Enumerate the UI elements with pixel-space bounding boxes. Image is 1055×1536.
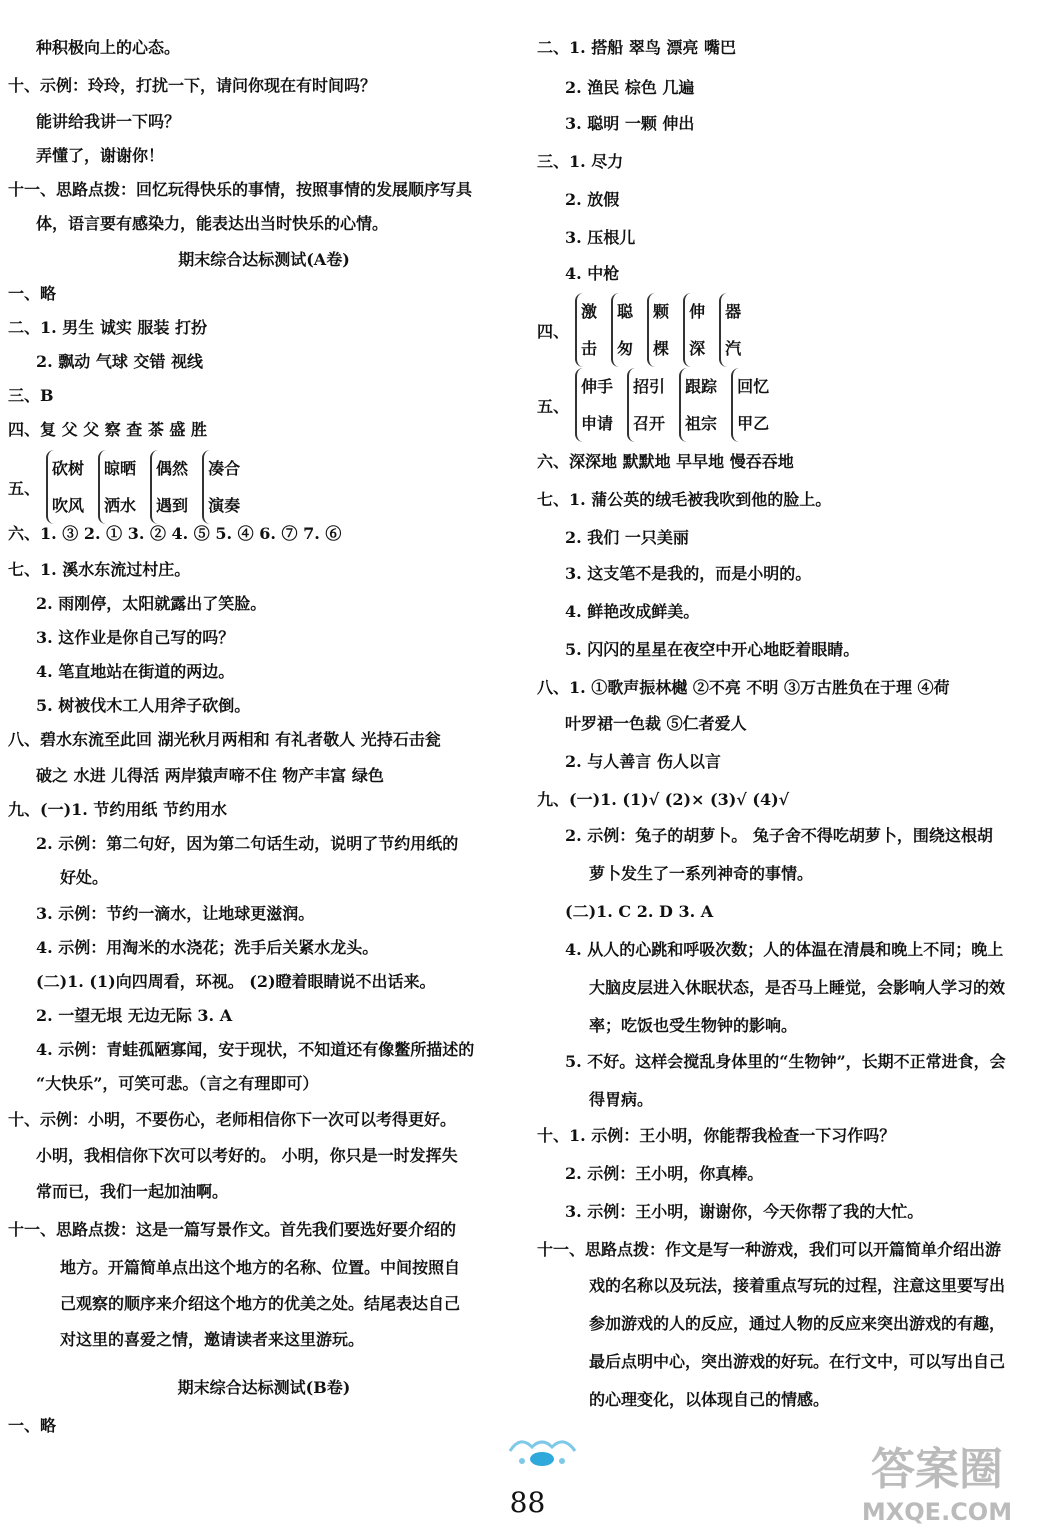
- pair-word: 偶然: [156, 459, 189, 478]
- answer-line: 三、1. 尽力: [537, 152, 624, 171]
- answer-line: 3. 压根儿: [565, 228, 636, 247]
- group-label: 五、: [8, 478, 41, 498]
- answer-line: 4. 中枪: [565, 264, 620, 283]
- answer-line: 能讲给我讲一下吗？: [36, 112, 181, 131]
- answer-line: 2. 雨刚停，太阳就露出了笑脸。: [36, 594, 267, 613]
- answer-line: 4. 鲜艳改成鲜美。: [565, 602, 700, 621]
- word-pair: [611, 293, 633, 367]
- answer-line: 二、1. 男生 诚实 服装 打扮: [8, 318, 207, 337]
- answer-line: 4. 从人的心跳和呼吸次数；人的体温在清晨和晚上不同；晚上: [565, 940, 1004, 959]
- right-section-four: [537, 293, 749, 367]
- answer-line: 二、1. 搭船 翠鸟 漂亮 嘴巴: [537, 38, 736, 57]
- section-title: 期末综合达标测试(B卷): [177, 1378, 351, 1397]
- answer-line: 四、复 父 父 察 查 茶 盛 胜: [8, 420, 207, 439]
- answer-line: 常而已，我们一起加油啊。: [36, 1182, 229, 1201]
- answer-line: 三、B: [8, 386, 54, 405]
- watermark-url: MXQE.COM: [861, 1498, 1013, 1526]
- answer-line: 2. 渔民 棕色 几遍: [565, 78, 695, 97]
- left-section-five: [8, 450, 248, 524]
- pair-word: 晾晒: [104, 459, 137, 478]
- answer-line: 5. 闪闪的星星在夜空中开心地眨着眼睛。: [565, 640, 860, 659]
- pair-word: 砍树: [52, 459, 85, 478]
- pair-word: 回忆: [737, 377, 770, 396]
- answer-line: 萝卜发生了一系列神奇的事情。: [589, 864, 814, 883]
- answer-line: 4. 笔直地站在街道的两边。: [36, 662, 235, 681]
- pair-word: 跟踪: [685, 377, 718, 396]
- answer-line: 2. 飘动 气球 交错 视线: [36, 352, 203, 371]
- answer-line: 3. 聪明 一颗 伸出: [565, 114, 695, 133]
- answer-line: 好处。: [60, 868, 109, 887]
- answer-line: 最后点明中心，突出游戏的好玩。在行文中，可以写出自己: [589, 1352, 1006, 1371]
- section-title: 期末综合达标测试(A卷): [178, 250, 350, 269]
- pair-word: 汽: [725, 339, 742, 358]
- answer-line: 对这里的喜爱之情，邀请读者来这里游玩。: [60, 1330, 365, 1349]
- pair-word: 聪: [617, 302, 634, 321]
- word-pair: [46, 450, 84, 524]
- pair-word: 召开: [633, 414, 666, 433]
- word-pair: [719, 293, 741, 367]
- answer-line: 率；吃饭也受生物钟的影响。: [589, 1016, 798, 1035]
- answer-line: 3. 示例：节约一滴水，让地球更滋润。: [36, 904, 315, 923]
- answer-line: 体，语言要有感染力，能表达出当时快乐的心情。: [36, 214, 389, 233]
- pair-word: 匆: [617, 339, 634, 358]
- answer-line: 十一、思路点拨：作文是写一种游戏，我们可以开篇简单介绍出游: [537, 1240, 1002, 1259]
- answer-line: 弄懂了，谢谢你！: [36, 146, 165, 165]
- answer-line: 十、1. 示例：王小明，你能帮我检查一下习作吗？: [537, 1126, 896, 1145]
- answer-line: 十、示例：小明，不要伤心，老师相信你下一次可以考得更好。: [8, 1110, 457, 1129]
- answer-line: 5. 不好。这样会搅乱身体里的“生物钟”，长期不正常进食，会: [565, 1052, 1006, 1071]
- answer-line: 种积极向上的心态。: [36, 38, 181, 57]
- pair-word: 伸手: [581, 377, 614, 396]
- pair-word: 击: [581, 339, 598, 358]
- answer-line: 六、深深地 默默地 早早地 慢吞吞地: [537, 452, 794, 471]
- answer-line: 八、1. ①歌声振林樾 ②不亮 不明 ③万古胜负在于理 ④荷: [537, 678, 950, 697]
- answer-line: 3. 这作业是你自己写的吗？: [36, 628, 235, 647]
- answer-line: 2. 示例：王小明，你真棒。: [565, 1164, 764, 1183]
- answer-line: 4. 示例：用淘米的水浇花；洗手后关紧水龙头。: [36, 938, 379, 957]
- answer-line: “大快乐”，可笑可悲。（言之有理即可）: [36, 1074, 319, 1093]
- answer-line: 八、碧水东流至此回 湖光秋月两相和 有礼者敬人 光持石击瓮: [8, 730, 441, 749]
- watermark-title: 答案圈: [871, 1444, 1003, 1495]
- word-pair: [683, 293, 705, 367]
- word-pair: [575, 368, 613, 442]
- group-label: 五、: [537, 396, 570, 416]
- pair-word: 洒水: [104, 496, 137, 515]
- answer-line: 地方。开篇简单点出这个地方的名称、位置。中间按照自: [60, 1258, 461, 1277]
- pair-word: 祖宗: [685, 414, 718, 433]
- word-pair: [731, 368, 769, 442]
- group-label: 四、: [537, 321, 570, 341]
- answer-line: 十、示例：玲玲，打扰一下，请问你现在有时间吗？: [8, 76, 377, 95]
- pair-word: 遇到: [156, 496, 189, 515]
- answer-line: 2. 我们 一只美丽: [565, 528, 689, 547]
- answer-line: 大脑皮层进入休眠状态，是否马上睡觉，会影响人学习的效: [589, 978, 1006, 997]
- answer-line: 破之 水进 儿得活 两岸猿声啼不住 物产丰富 绿色: [36, 766, 384, 785]
- pair-word: 凑合: [208, 459, 241, 478]
- pair-word: 激: [581, 302, 598, 321]
- answer-line: 己观察的顺序来介绍这个地方的优美之处。结尾表达自己: [60, 1294, 461, 1313]
- pair-word: 吹风: [52, 496, 85, 515]
- answer-line: 2. 放假: [565, 190, 620, 209]
- answer-line: 九、(一)1. 节约用纸 节约用水: [8, 800, 227, 819]
- pair-word: 棵: [653, 339, 670, 358]
- pair-word: 演奏: [208, 496, 241, 515]
- right-section-five: [537, 368, 777, 442]
- answer-line: 戏的名称以及玩法，接着重点写玩的过程，注意这里要写出: [589, 1276, 1006, 1295]
- answer-line: 一、略: [8, 284, 57, 303]
- pair-word: 申请: [581, 414, 614, 433]
- answer-line: 4. 示例：青蛙孤陋寡闻，安于现状，不知道还有像鳖所描述的: [36, 1040, 475, 1059]
- answer-line: 2. 示例：第二句好，因为第二句话生动，说明了节约用纸的: [36, 834, 459, 853]
- answer-line: 5. 树被伐木工人用斧子砍倒。: [36, 696, 251, 715]
- answer-line: 的心理变化，以体现自己的情感。: [589, 1390, 830, 1409]
- answer-line: 3. 示例：王小明，谢谢你，今天你帮了我的大忙。: [565, 1202, 924, 1221]
- word-pair: [98, 450, 136, 524]
- page-number: 88: [509, 1486, 546, 1519]
- answer-line: 2. 一望无垠 无边无际 3. A: [36, 1006, 233, 1025]
- answer-line: 十一、思路点拨：回忆玩得快乐的事情，按照事情的发展顺序写具: [8, 180, 473, 199]
- word-pair: [627, 368, 665, 442]
- pair-word: 招引: [633, 377, 666, 396]
- pair-word: 器: [725, 302, 742, 321]
- answer-line: 七、1. 溪水东流过村庄。: [8, 560, 191, 579]
- answer-line: 小明，我相信你下次可以考好的。 小明，你只是一时发挥失: [36, 1146, 458, 1165]
- answer-line: (二)1. (1)向四周看，环视。 (2)瞪着眼睛说不出话来。: [36, 972, 436, 991]
- decorative-logo-icon: [500, 1429, 585, 1473]
- word-pair: [575, 293, 597, 367]
- answer-line: 七、1. 蒲公英的绒毛被我吹到他的脸上。: [537, 490, 832, 509]
- answer-line: 叶罗裙一色裁 ⑤仁者爱人: [565, 714, 747, 733]
- answer-line: 十一、思路点拨：这是一篇写景作文。首先我们要选好要介绍的: [8, 1220, 457, 1239]
- answer-line: 一、略: [8, 1416, 57, 1435]
- pair-word: 伸: [689, 302, 706, 321]
- pair-word: 颗: [653, 302, 670, 321]
- answer-line: 六、1. ③ 2. ① 3. ② 4. ⑤ 5. ④ 6. ⑦ 7. ⑥: [8, 524, 342, 543]
- answer-line: 参加游戏的人的反应，通过人物的反应来突出游戏的有趣，: [589, 1314, 1006, 1333]
- answer-line: 得胃病。: [589, 1090, 654, 1109]
- answer-line: 九、(一)1. (1)√ (2)× (3)√ (4)√: [537, 790, 790, 809]
- answer-line: 2. 与人善言 伤人以言: [565, 752, 721, 771]
- answer-line: (二)1. C 2. D 3. A: [565, 902, 714, 921]
- answer-line: 3. 这支笔不是我的，而是小明的。: [565, 564, 812, 583]
- word-pair: [679, 368, 717, 442]
- word-pair: [150, 450, 188, 524]
- pair-word: 深: [689, 339, 706, 358]
- word-pair: [647, 293, 669, 367]
- answer-line: 2. 示例：兔子的胡萝卜。 兔子舍不得吃胡萝卜，围绕这根胡: [565, 826, 993, 845]
- pair-word: 甲乙: [737, 414, 770, 433]
- word-pair: [202, 450, 240, 524]
- watermark-logo-icon: [837, 1432, 1037, 1532]
